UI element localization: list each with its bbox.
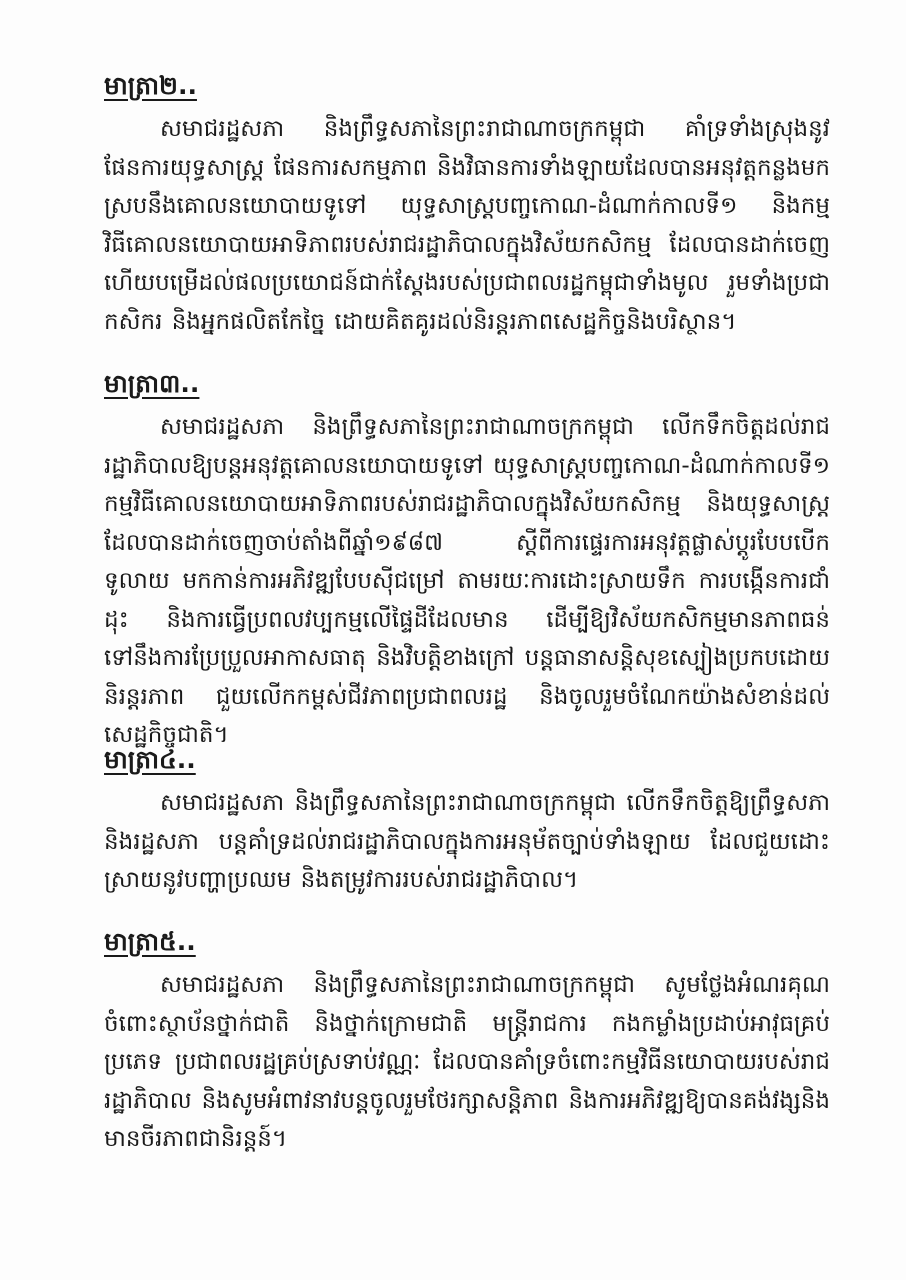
article-3 [104,366,830,755]
article-heading: មាត្រា៤.. [104,745,196,774]
article-5 [104,924,830,1159]
article-text: សមាជរដ្ឋសភា និងព្រឹទ្ធសភានៃព្រះរាជាណាចក្រកម្ពុជា គាំទ្រទាំងស្រុងនូវផែនការយុទ្ធសាស្ត្រ ផែនការសកម្មភាព និងវិធានការទាំងឡាយដែលបានអនុវត្តកន្លងមកស្របនឹងគោលនយោបាយទូទៅ យុទ្ធសាស្ត្របញ្ចកោណ-ដំណាក់កាលទី១ និងកម្មវិធីគោលនយោបាយអាទិភាពរបស់រាជរដ្ឋាភិបាលក្នុងវិស័យកសិកម្ម ដែលបានដាក់ចេញ ហើយបម្រើដល់ផលប្រយោជន៍ជាក់ស្តែងរបស់ប្រជាពលរដ្ឋកម្ពុជាទាំងមូល រួមទាំងប្រជាកសិករ និងអ្នកផលិតកែច្នៃ ដោយគិតគូរដល់និរន្តរភាពសេដ្ឋកិច្ចនិងបរិស្ថាន។ [104,116,830,335]
article-text: សមាជរដ្ឋសភា និងព្រឹទ្ធសភានៃព្រះរាជាណាចក្រកម្ពុជា សូមថ្លែងអំណរគុណចំពោះស្ថាប័នថ្នាក់ជាតិ និងថ្នាក់ក្រោមជាតិ មន្ត្រីរាជការ កងកម្លាំងប្រដាប់អាវុធគ្រប់ប្រភេទ ប្រជាពលរដ្ឋគ្រប់ស្រទាប់វណ្ណៈ ដែលបានគាំទ្រចំពោះកម្មវិធីនយោបាយរបស់រាជរដ្ឋាភិបាល និងសូមអំពាវនាវបន្តចូលរួមថែរក្សាសន្តិភាព និងការអភិវឌ្ឍឱ្យបានគង់វង្សនិងមានចីរភាពជានិរន្តន៍។ [104,972,830,1152]
article-heading: មាត្រា៥.. [104,927,196,956]
article-text: សមាជរដ្ឋសភា និងព្រឹទ្ធសភានៃព្រះរាជាណាចក្រកម្ពុជា លើកទឹកចិត្តឱ្យព្រឹទ្ធសភា និងរដ្ឋសភា បន្តគាំទ្រដល់រាជរដ្ឋាភិបាលក្នុងការអនុម័តច្បាប់ទាំងឡាយ ដែលជួយដោះស្រាយនូវបញ្ហាប្រឈម និងតម្រូវការរបស់រាជរដ្ឋាភិបាល។ [104,790,830,893]
article-heading: មាត្រា២.. [104,71,197,100]
article-text: សមាជរដ្ឋសភា និងព្រឹទ្ធសភានៃព្រះរាជាណាចក្រកម្ពុជា លើកទឹកចិត្តដល់រាជរដ្ឋាភិបាលឱ្យបន្តអនុវត្តគោលនយោបាយទូទៅ យុទ្ធសាស្ត្របញ្ចកោណ-ដំណាក់កាលទី១ កម្មវិធីគោលនយោបាយអាទិភាពរបស់រាជរដ្ឋាភិបាលក្នុងវិស័យកសិកម្ម និងយុទ្ធសាស្ត្រដែលបានដាក់ចេញចាប់តាំងពីឆ្នាំ១៩៨៧ ស្តីពីការផ្ទេរការអនុវត្តផ្លាស់ប្តូរបែបបើកទូលាយ មកកាន់ការអភិវឌ្ឍបែបស៊ីជម្រៅ តាមរយៈការដោះស្រាយទឹក ការបង្កើនការជាំដុះ និងការធ្វើប្រពលវប្បកម្មលើផ្ទៃដីដែលមាន ដើម្បីឱ្យវិស័យកសិកម្មមានភាពធន់ទៅនឹងការប្រែប្រួលអាកាសធាតុ និងវិបត្តិខាងក្រៅ បន្តធានាសន្តិសុខស្បៀងប្រកបដោយនិរន្តរភាព ជួយលើកកម្ពស់ជីវភាពប្រជាពលរដ្ឋ និងចូលរួមចំណែកយ៉ាងសំខាន់ដល់សេដ្ឋកិច្ចជាតិ។ [104,414,830,748]
article-heading: មាត្រា៣.. [104,369,200,398]
article-4 [104,742,830,900]
article-2 [104,68,830,341]
